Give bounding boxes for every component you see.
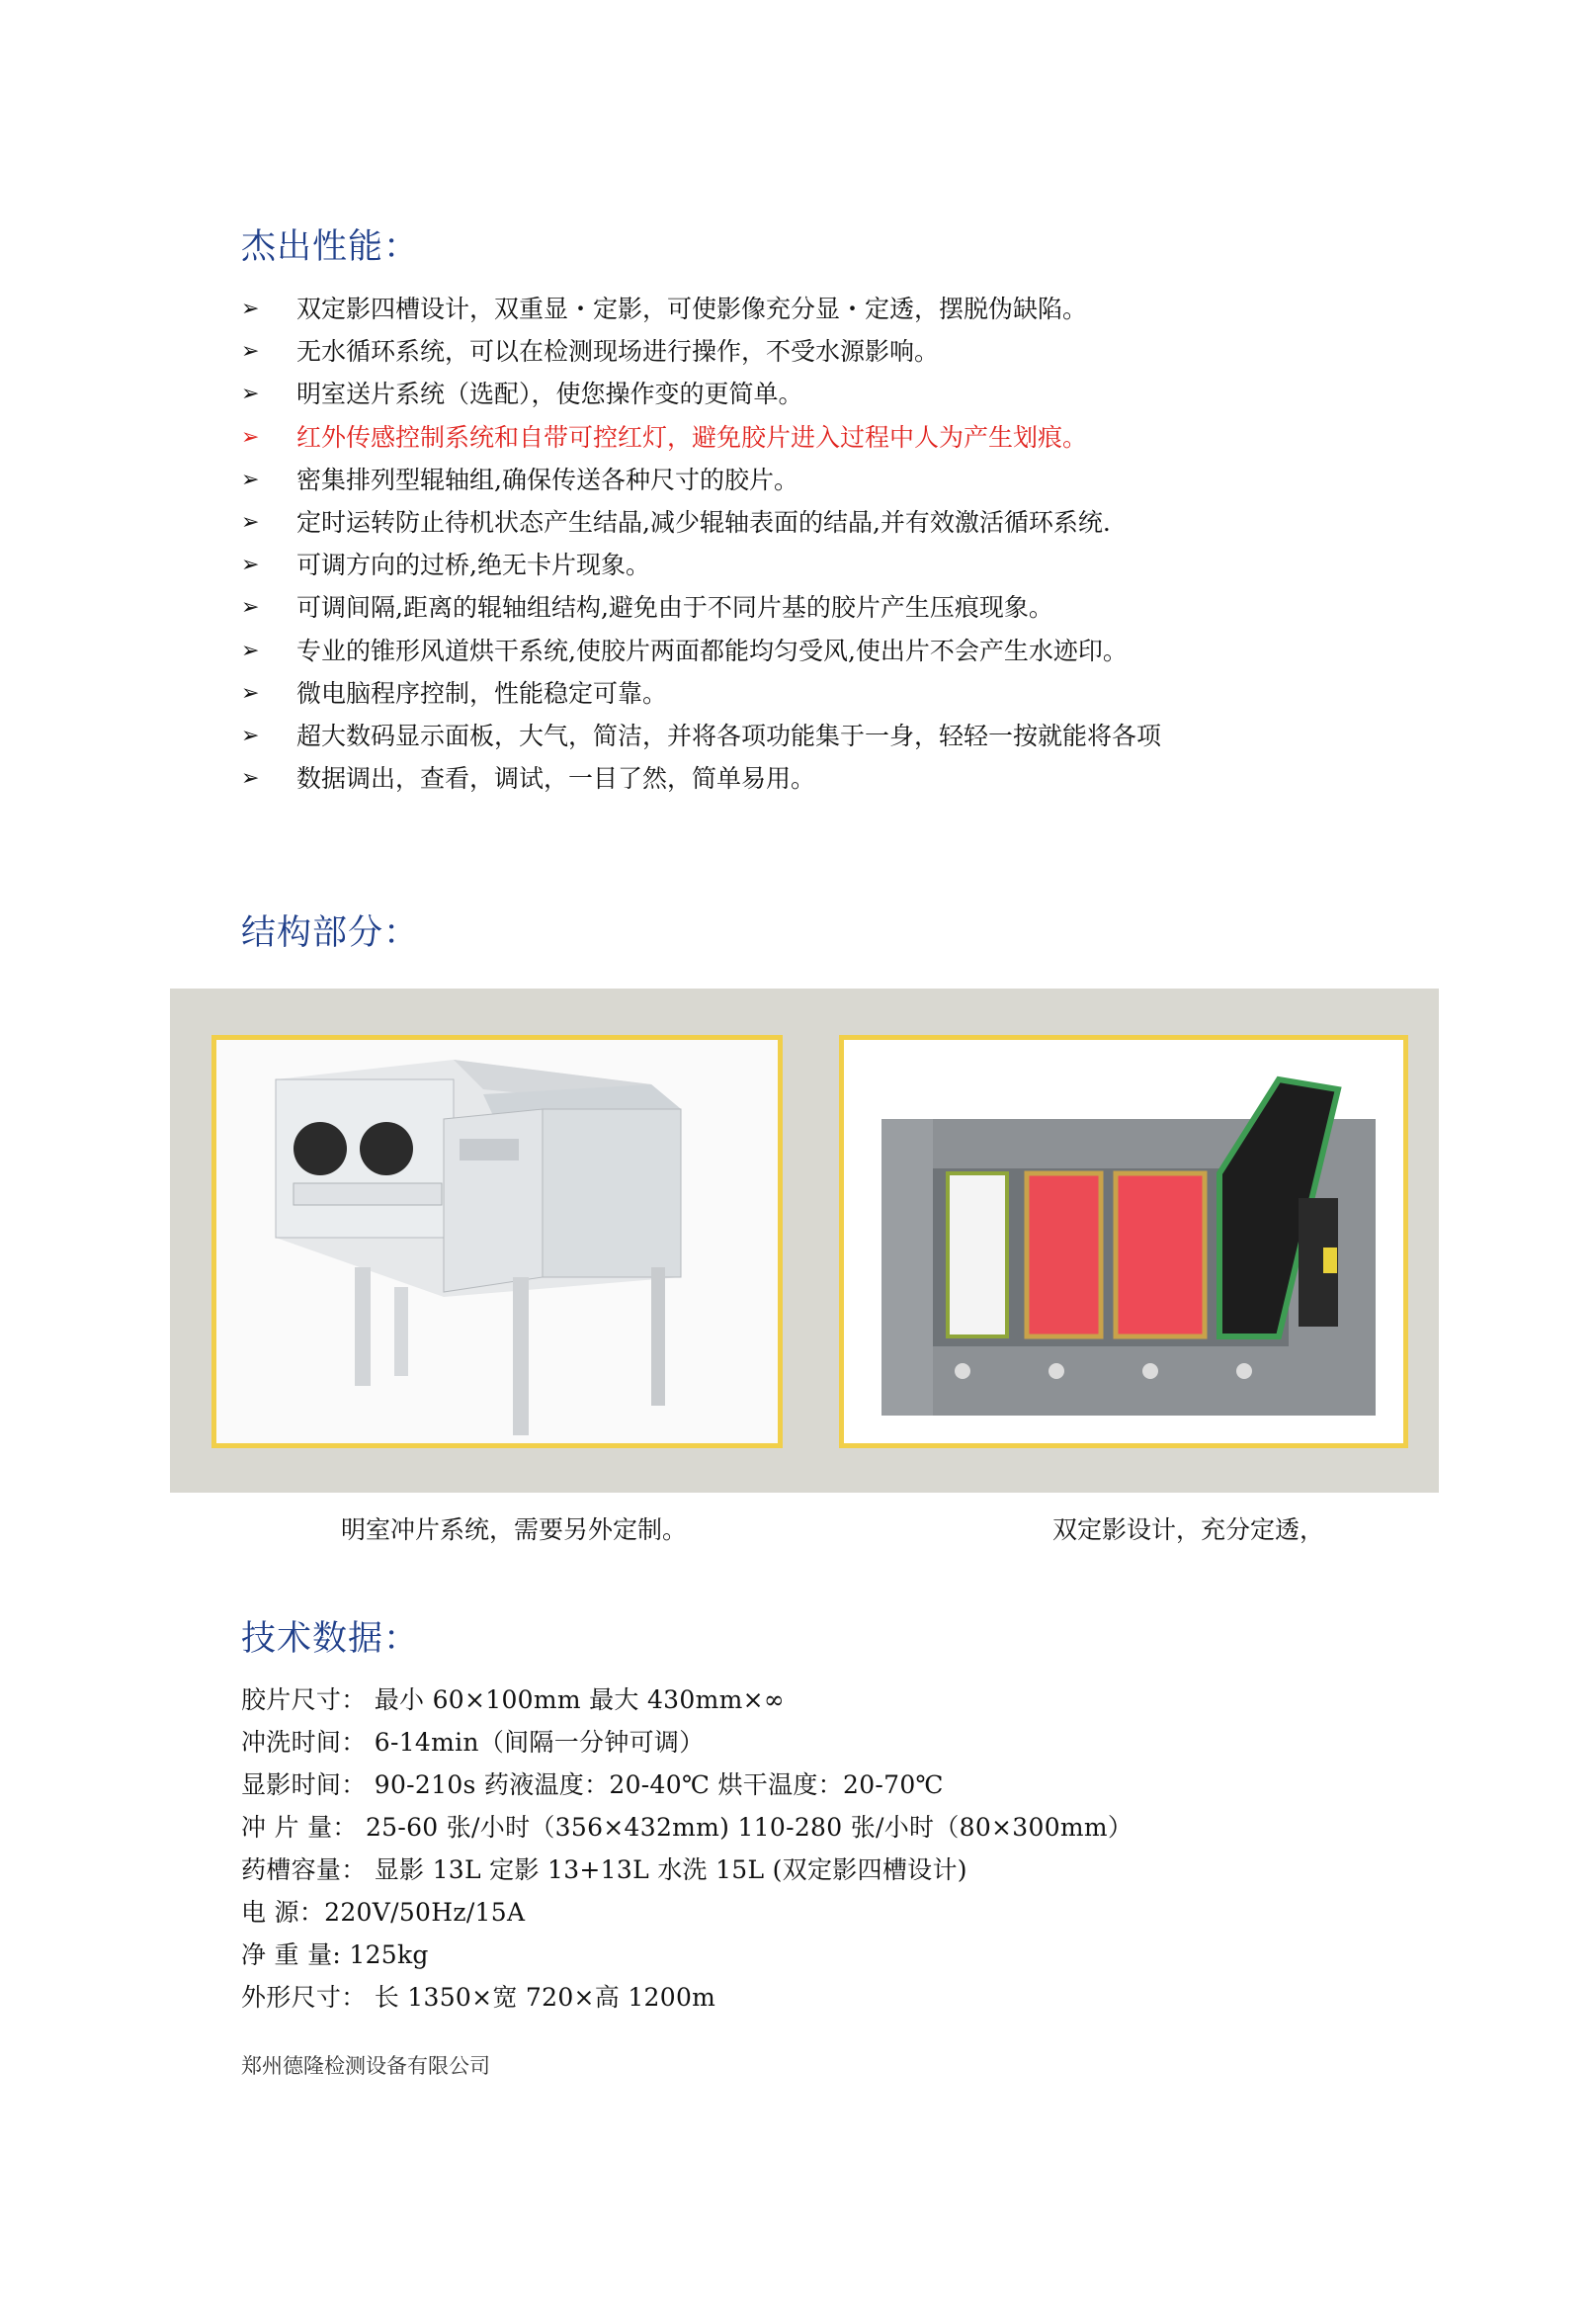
- bullet-arrow-icon: ➢: [241, 680, 260, 706]
- bullet-arrow-icon: ➢: [241, 509, 260, 535]
- feature-item: [241, 544, 1427, 586]
- feature-text: 专业的锥形风道烘干系统,使胶片两面都能均匀受风,使出片不会产生水迹印。: [296, 636, 1128, 665]
- photo-panel: [170, 989, 1439, 1493]
- spec-power: 电 源：220V/50Hz/15A: [241, 1898, 526, 1927]
- tank-rack-image: [844, 1040, 1403, 1443]
- tank-photo: [839, 1035, 1408, 1448]
- feature-item: [241, 459, 1427, 501]
- bullet-arrow-icon: ➢: [241, 638, 260, 663]
- feature-item: [241, 416, 1427, 459]
- feature-item: [241, 501, 1427, 544]
- feature-text: 密集排列型辊轴组,确保传送各种尺寸的胶片。: [296, 465, 798, 494]
- spec-dimensions: 外形尺寸： 长 1350×宽 720×高 1200m: [241, 1983, 716, 2012]
- feature-item: [241, 672, 1427, 715]
- spec-throughput: 冲 片 量： 25-60 张/小时（356×432mm) 110-280 张/小时（80×300mm）: [241, 1813, 1133, 1842]
- feature-text: 红外传感控制系统和自带可控红灯，避免胶片进入过程中人为产生划痕。: [296, 422, 1088, 452]
- bullet-arrow-icon: ➢: [241, 766, 260, 792]
- spec-net-weight: 净 重 量: 125kg: [241, 1940, 429, 1969]
- feature-text: 定时运转防止待机状态产生结晶,减少辊轴表面的结晶,并有效激活循环系统.: [296, 507, 1111, 537]
- bullet-arrow-icon: ➢: [241, 339, 260, 365]
- company-name: 郑州德隆检测设备有限公司: [241, 2054, 490, 2078]
- bullet-arrow-icon: ➢: [241, 595, 260, 621]
- feature-text: 数据调出，查看，调试，一目了然，简单易用。: [296, 764, 816, 794]
- feature-text: 超大数码显示面板，大气，简洁，并将各项功能集于一身，轻轻一按就能将各项: [296, 721, 1162, 750]
- left-photo-caption: 明室冲片系统，需要另外定制。: [341, 1515, 688, 1544]
- feature-item: [241, 586, 1427, 629]
- spec-wash-time: 冲洗时间： 6-14min（间隔一分钟可调）: [241, 1728, 705, 1757]
- feature-text: 可调间隔,距离的辊轴组结构,避免由于不同片基的胶片产生压痕现象。: [296, 593, 1053, 623]
- performance-heading: 杰出性能：: [241, 227, 420, 267]
- spec-tank-capacity: 药槽容量： 显影 13L 定影 13+13L 水洗 15L (双定影四槽设计): [241, 1855, 967, 1884]
- feature-item: [241, 715, 1427, 757]
- feature-item: [241, 288, 1427, 330]
- specs-heading: 技术数据：: [241, 1619, 420, 1659]
- bullet-arrow-icon: ➢: [241, 723, 260, 748]
- film-processor-image: [216, 1040, 778, 1443]
- feature-text: 无水循环系统，可以在检测现场进行操作，不受水源影响。: [296, 337, 940, 367]
- feature-list: [241, 288, 1427, 800]
- processor-photo: [211, 1035, 783, 1448]
- feature-text: 双定影四槽设计，双重显・定影，可使影像充分显・定透，摆脱伪缺陷。: [296, 295, 1088, 323]
- bullet-arrow-icon: ➢: [241, 297, 260, 321]
- structure-heading: 结构部分：: [241, 913, 420, 953]
- spec-develop-time: 显影时间： 90-210s 药液温度：20-40℃ 烘干温度：20-70℃: [241, 1770, 944, 1799]
- bullet-arrow-icon: ➢: [241, 467, 260, 492]
- feature-item: [241, 757, 1427, 800]
- right-photo-caption: 双定影设计，充分定透，: [1052, 1515, 1325, 1544]
- feature-text: 可调方向的过桥,绝无卡片现象。: [296, 551, 650, 580]
- feature-item: [241, 330, 1427, 373]
- feature-text: 明室送片系统（选配），使您操作变的更简单。: [296, 380, 803, 409]
- feature-text: 微电脑程序控制，性能稳定可靠。: [296, 678, 668, 708]
- bullet-arrow-icon: ➢: [241, 424, 260, 450]
- feature-item: [241, 630, 1427, 672]
- bullet-arrow-icon: ➢: [241, 553, 260, 578]
- spec-film-size: 胶片尺寸： 最小 60×100mm 最大 430mm×∞: [241, 1685, 785, 1714]
- bullet-arrow-icon: ➢: [241, 382, 260, 407]
- feature-item: [241, 373, 1427, 415]
